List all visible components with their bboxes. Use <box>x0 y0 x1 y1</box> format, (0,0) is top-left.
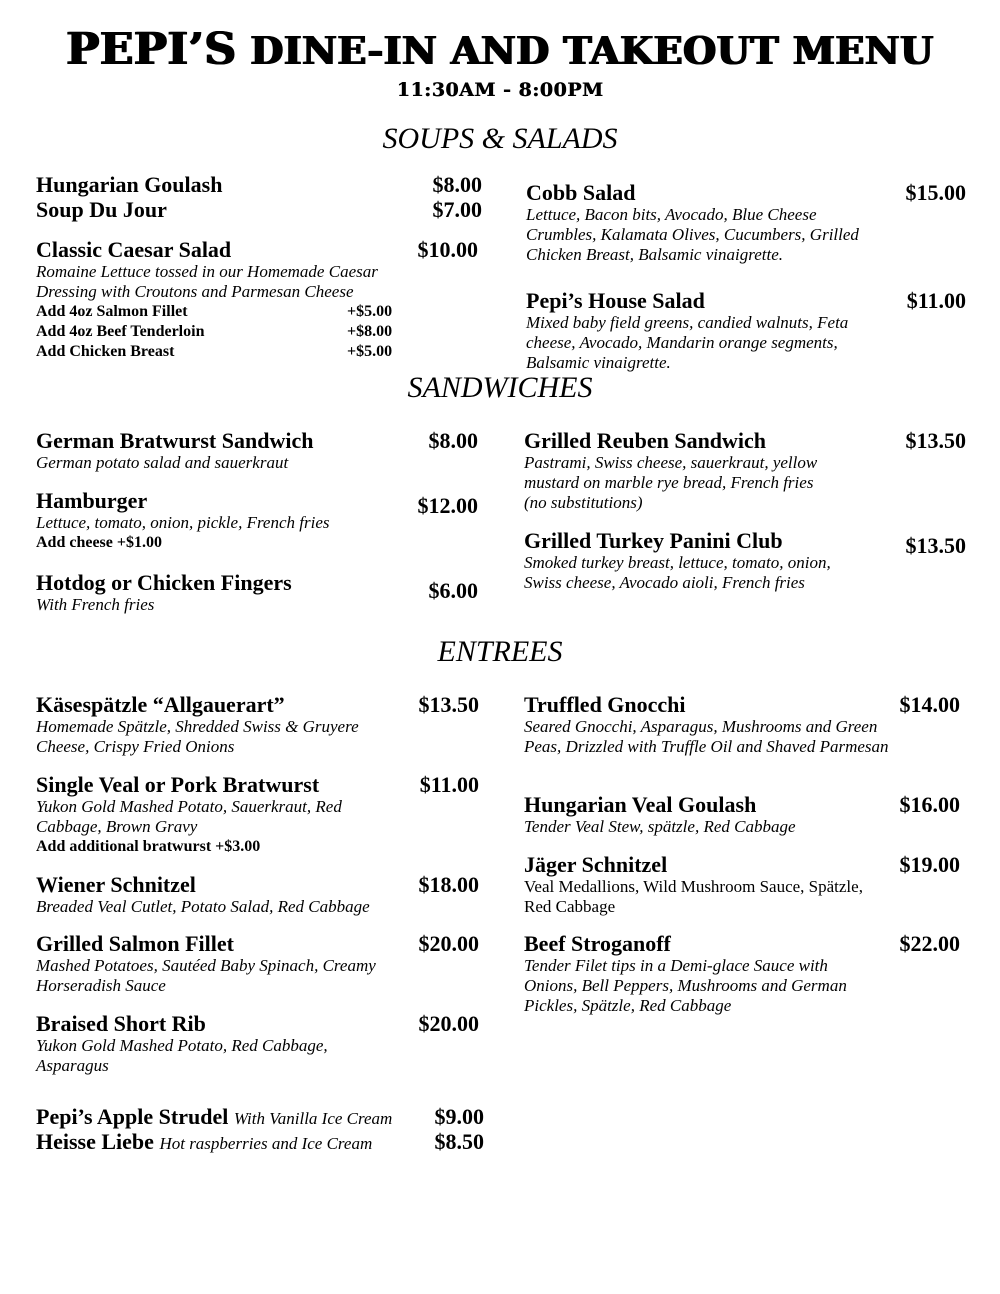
addon-beef <box>36 322 486 342</box>
addon-label: Add 4oz Beef Tenderloin <box>36 323 205 340</box>
menu-item-apple-strudel <box>36 1104 486 1131</box>
item-name-line <box>36 1104 486 1131</box>
menu-item-cobb-salad <box>526 180 966 265</box>
item-name: Single Veal or Pork Bratwurst <box>36 772 320 797</box>
menu-item-veal-goulash <box>524 792 960 837</box>
item-price: $13.50 <box>418 692 479 717</box>
menu-item-heisse-liebe <box>36 1129 486 1156</box>
item-description: With French fries <box>36 595 155 614</box>
menu-item-wiener-schnitzel <box>36 872 486 917</box>
item-name: Jäger Schnitzel <box>524 852 668 877</box>
item-name: Wiener Schnitzel <box>36 872 196 897</box>
addon-label: Add 4oz Salmon Fillet <box>36 303 188 320</box>
menu-item-salmon-fillet <box>36 931 486 996</box>
item-name: Grilled Turkey Panini Club <box>524 528 783 553</box>
item-name-line <box>36 1129 486 1156</box>
item-note: (no substitutions) <box>524 493 643 512</box>
addon-price: +$8.00 <box>347 323 393 340</box>
item-name: Pepi’s Apple Strudel <box>36 1104 229 1129</box>
menu-item-turkey-panini <box>524 528 966 593</box>
item-description: Hot raspberries and Ice Cream <box>159 1134 373 1153</box>
item-name: Classic Caesar Salad <box>36 237 232 262</box>
menu-item-hungarian-goulash <box>36 172 486 197</box>
item-description: Seared Gnocchi, Asparagus, Mushrooms and Green Peas, Drizzled with Truffle Oil and Shaved Parmesan <box>524 717 889 756</box>
item-description: Mashed Potatoes, Sautéed Baby Spinach, Creamy Horseradish Sauce <box>36 956 376 995</box>
item-description: Yukon Gold Mashed Potato, Red Cabbage, Asparagus <box>36 1036 328 1075</box>
section-heading-sandwiches: SANDWICHES <box>407 371 593 404</box>
menu-item-veal-pork-bratwurst <box>36 772 486 857</box>
menu-item-bratwurst-sandwich <box>36 428 486 473</box>
item-price: $8.00 <box>428 428 478 453</box>
menu-item-truffled-gnocchi <box>524 692 960 757</box>
menu-item-kasespatzle <box>36 692 486 757</box>
addon-chicken <box>36 342 486 362</box>
item-price: $18.00 <box>418 872 479 897</box>
menu-item-soup-du-jour <box>36 197 486 222</box>
item-name: Pepi’s House Salad <box>526 288 705 313</box>
addon-salmon <box>36 302 486 322</box>
item-name: Grilled Salmon Fillet <box>36 931 234 956</box>
item-price: $13.50 <box>905 533 966 558</box>
item-price: $22.00 <box>899 931 960 956</box>
item-description: Breaded Veal Cutlet, Potato Salad, Red Cabbage <box>36 897 370 916</box>
item-description: Romaine Lettuce tossed in our Homemade Caesar Dressing with Croutons and Parmesan Cheese <box>36 262 378 301</box>
item-price: $12.00 <box>417 493 478 518</box>
item-name: Truffled Gnocchi <box>524 692 686 717</box>
item-price: $8.50 <box>434 1129 484 1154</box>
addon-cheese: Add cheese +$1.00 <box>36 534 162 551</box>
item-name: Hamburger <box>36 488 148 513</box>
item-name: German Bratwurst Sandwich <box>36 428 314 453</box>
item-name: Hungarian Veal Goulash <box>524 792 757 817</box>
menu-item-short-rib <box>36 1011 486 1076</box>
menu-title-rest: DINE-IN AND TAKEOUT MENU <box>250 28 934 73</box>
menu-hours: 11:30AM - 8:00PM <box>396 79 604 101</box>
item-price: $8.00 <box>432 172 482 197</box>
menu-item-hotdog <box>36 570 486 615</box>
item-description: Pastrami, Swiss cheese, sauerkraut, yellow mustard on marble rye bread, French fries <box>524 453 818 492</box>
item-description: Smoked turkey breast, lettuce, tomato, onion, Swiss cheese, Avocado aioli, French fries <box>524 553 831 592</box>
item-description: Lettuce, Bacon bits, Avocado, Blue Cheese Crumbles, Kalamata Olives, Cucumbers, Grilled Chicken Breast, Balsamic vinaigrette. <box>526 205 859 264</box>
item-price: $14.00 <box>899 692 960 717</box>
menu-title <box>0 26 1000 75</box>
item-description: Tender Veal Stew, spätzle, Red Cabbage <box>524 817 796 836</box>
item-price: $6.00 <box>428 578 478 603</box>
addon-label: Add Chicken Breast <box>36 343 175 360</box>
item-price: $19.00 <box>899 852 960 877</box>
item-name: Hotdog or Chicken Fingers <box>36 570 292 595</box>
item-price: $9.00 <box>434 1104 484 1129</box>
menu-item-house-salad <box>526 288 966 373</box>
item-price: $10.00 <box>417 237 478 262</box>
item-description: Veal Medallions, Wild Mushroom Sauce, Spätzle, Red Cabbage <box>524 877 863 916</box>
item-price: $11.00 <box>419 772 479 797</box>
item-description: Yukon Gold Mashed Potato, Sauerkraut, Red Cabbage, Brown Gravy <box>36 797 342 836</box>
item-description: With Vanilla Ice Cream <box>233 1109 393 1128</box>
item-name: Cobb Salad <box>526 180 636 205</box>
menu-item-jager-schnitzel <box>524 852 960 917</box>
item-description: Lettuce, tomato, onion, pickle, French fries <box>36 513 330 532</box>
addon-price: +$5.00 <box>347 343 393 360</box>
menu-item-beef-stroganoff <box>524 931 960 1016</box>
item-price: $11.00 <box>906 288 966 313</box>
item-name: Heisse Liebe <box>36 1129 154 1154</box>
menu-item-reuben <box>524 428 966 513</box>
item-name: Beef Stroganoff <box>524 931 671 956</box>
item-name: Hungarian Goulash <box>36 172 223 197</box>
item-name: Soup Du Jour <box>36 197 167 222</box>
item-name: Grilled Reuben Sandwich <box>524 428 767 453</box>
item-description: German potato salad and sauerkraut <box>36 453 289 472</box>
addon-bratwurst: Add additional bratwurst +$3.00 <box>36 838 261 855</box>
item-price: $7.00 <box>432 197 482 222</box>
addon-price: +$5.00 <box>347 303 393 320</box>
item-price: $20.00 <box>418 931 479 956</box>
menu-item-classic-caesar-salad <box>36 237 486 362</box>
menu-item-hamburger <box>36 488 486 553</box>
item-description: Homemade Spätzle, Shredded Swiss & Gruyere Cheese, Crispy Fried Onions <box>36 717 359 756</box>
item-price: $15.00 <box>905 180 966 205</box>
item-description: Mixed baby field greens, candied walnuts, Feta cheese, Avocado, Mandarin orange segments, Balsamic vinaigrette. <box>526 313 849 372</box>
item-name: Braised Short Rib <box>36 1011 206 1036</box>
item-price: $20.00 <box>418 1011 479 1036</box>
item-name: Käsespätzle “Allgauerart” <box>36 692 285 717</box>
section-heading-soups-salads: SOUPS & SALADS <box>382 122 618 155</box>
item-description: Tender Filet tips in a Demi-glace Sauce with Onions, Bell Peppers, Mushrooms and German Pickles, Spätzle, Red Cabbage <box>524 956 847 1015</box>
menu-title-restaurant: PEPI’S <box>66 24 237 75</box>
item-price: $13.50 <box>905 428 966 453</box>
section-heading-entrees: ENTREES <box>437 635 563 668</box>
item-price: $16.00 <box>899 792 960 817</box>
